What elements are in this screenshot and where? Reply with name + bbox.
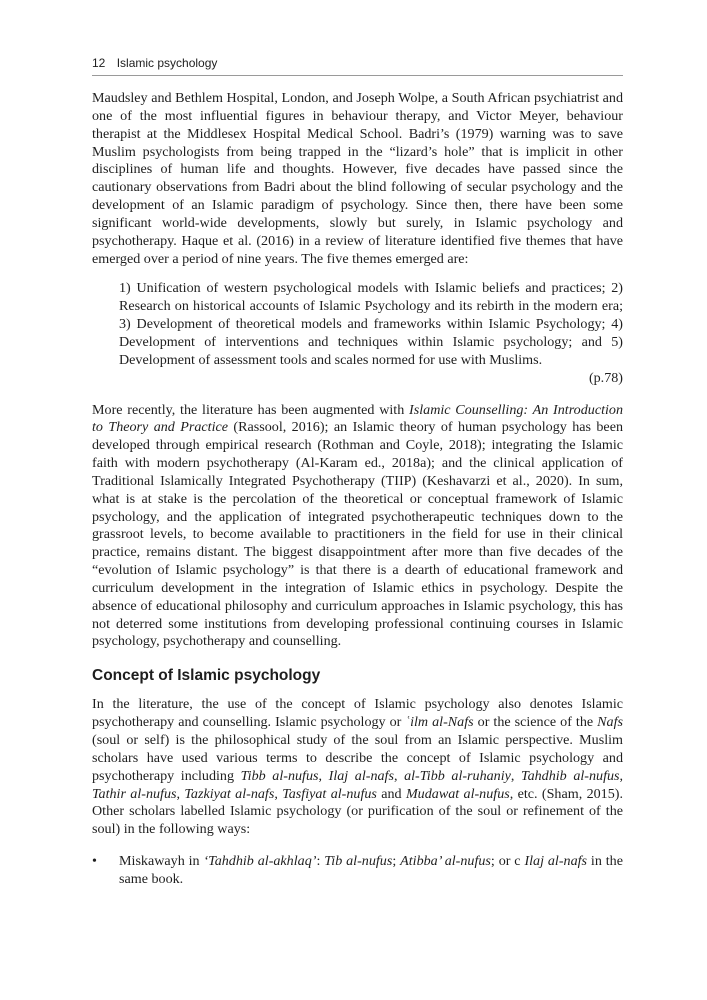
concept-paragraph	[92, 696, 623, 839]
concept-text-b: or the science of the	[473, 714, 598, 731]
bullet-colon: :	[316, 853, 325, 870]
bullet-semi: ;	[392, 853, 401, 870]
term-2: Ilaj al-nafs	[328, 767, 394, 784]
term-nafs: Nafs	[597, 714, 624, 731]
running-title: Islamic psychology	[116, 56, 218, 70]
running-header	[92, 56, 623, 76]
term-6: Tazkiyat al-nafs	[184, 785, 275, 802]
block-quote	[119, 280, 623, 369]
literature-paragraph	[92, 402, 623, 652]
sep: ,	[318, 767, 329, 784]
list-item	[92, 853, 623, 889]
bullet-tail: in the same book.	[119, 853, 623, 887]
book-title: Islamic Counselling: An Introduction to Theory and Practice	[92, 401, 623, 436]
bullet-term-2: Atibba’ al-nufus	[400, 853, 491, 870]
quote-citation: (p.78)	[588, 369, 623, 386]
page-number: 12	[92, 56, 106, 70]
term-ilm-al-nafs: ʿilm al-Nafs	[405, 714, 474, 731]
work-title: ‘Tahdhib al-akhlaq’	[203, 853, 317, 870]
quote-text: 1) Unification of western psychological models with Islamic beliefs and practices; 2) Research on historical accounts of Islamic Psychology and its rebirth in the modern era; 3) Development of theoretical models and frameworks within Islamic Psychology; 4) Development of interventions and techniques within Islamic psychology; and 5) Development of assessment tools and scales normed for use with Muslims.	[119, 280, 623, 368]
intro-paragraph: Maudsley and Bethlem Hospital, London, and Joseph Wolpe, a South African psychiatrist and one of the most influential figures in behaviour therapy, and Victor Meyer, behaviour therapist at the Middlesex Hospital Medical School. Badri’s (1979) warning was to save Muslim psychologists from being trapped in the “lizard’s hole” that is implicit in other disciplines of human life and thoughts. However, five decades have passed since the cautionary observations from Badri about the blind following of secular psychology and the development of an Islamic paradigm of psychology. Since then, there have been some significant world-wide developments, slowly but surely, in Islamic psychology and psychotherapy. Haque et al. (2016) in a review of literature identified five themes that have emerged over a period of nine years. The five themes emerged are:	[92, 90, 623, 267]
bullet-term-3: Ilaj al-nafs	[524, 853, 588, 870]
concept-text-c: (soul or self) is the philosophical study of the soul from an Islamic perspective. Muslim scholars have used various terms to describe the concept of Islamic psychology and psychotherapy including	[92, 732, 623, 784]
and: and	[376, 785, 406, 802]
sep: ,	[619, 767, 624, 784]
bullet-or: ; or c	[490, 853, 525, 870]
sep: ,	[393, 767, 405, 784]
term-8: Mudawat al-nufus	[405, 785, 510, 802]
sep: ,	[510, 767, 522, 784]
body-text	[92, 90, 623, 889]
bullet-marker: •	[92, 853, 97, 870]
para2-lead: More recently, the literature has been augmented with	[92, 401, 410, 418]
para2-rest: (Rassool, 2016); an Islamic theory of human psychology has been developed through empirical research (Rothman and Coyle, 2018); integrating the Islamic faith with modern psychotherapy (Al-Karam ed., 2018a); and the clinical application of Traditional Islamically Integrated Psychotherapy (TIIP) (Keshavarzi et al., 2020). In sum, what is at stake is the percolation of the theoretical or conceptual framework of Islamic psychology, and the application of integrated psychotherapeutic techniques down to the grassroot levels, to become available to practitioners in the field for use in their clinical practice, remains distant. The biggest disappointment after more than five decades of the “evolution of Islamic psychology” is that there is a dearth of educational framework and curriculum development in the integration of Islamic ethics in psychology. Despite the absence of educational philosophy and curriculum approaches in Islamic psychology, this has not deterred some institutions from developing professional continuing courses in Islamic psychology, psychotherapy and counselling.	[92, 419, 623, 650]
concept-text-d: , etc. (Sham, 2015). Other scholars labelled Islamic psychology (or purification of the soul or refinement of the soul) in the following ways:	[92, 785, 623, 838]
sep: ,	[274, 785, 283, 802]
term-4: Tahdhib al-nufus	[521, 767, 620, 784]
term-1: Tibb al-nufus	[240, 767, 319, 784]
section-heading: Concept of Islamic psychology	[92, 667, 321, 685]
term-3: al-Tibb al-ruhaniy	[404, 767, 511, 784]
bullet-term-1: Tib al-nufus	[324, 853, 393, 870]
term-5: Tathir al-nufus	[92, 785, 177, 802]
sep: ,	[176, 785, 185, 802]
bullet-lead: Miskawayh in	[119, 853, 204, 870]
term-7: Tasfiyat al-nufus	[282, 785, 377, 802]
concept-text-a: In the literature, the use of the concept of Islamic psychology also denotes Islamic psychotherapy and counselling. Islamic psychology or	[92, 696, 623, 731]
